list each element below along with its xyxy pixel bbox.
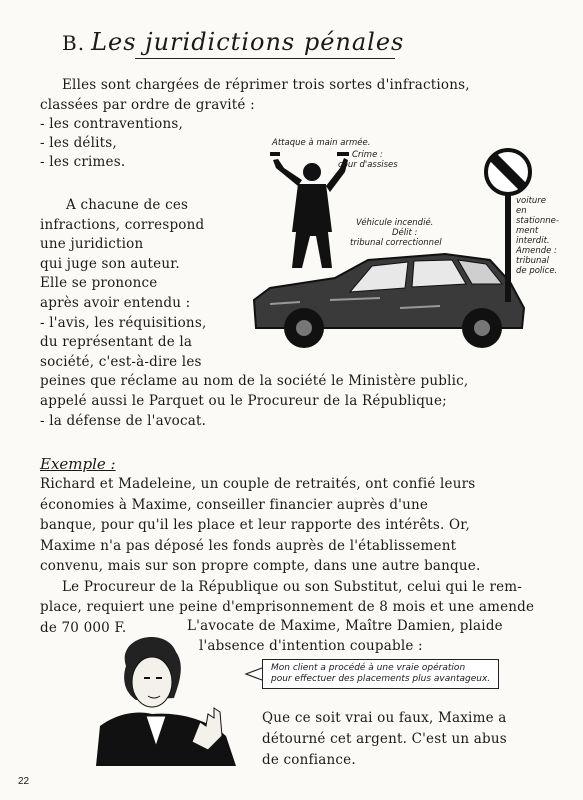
paragraph-line: infractions, correspond bbox=[40, 216, 205, 233]
label-delit-court: tribunal correctionnel bbox=[350, 238, 442, 248]
paragraph-line: Maxime n'a pas déposé les fonds auprès de l'établissement bbox=[40, 537, 457, 554]
label-crime: Crime : bbox=[352, 150, 383, 160]
label-delit: Délit : bbox=[392, 228, 418, 238]
list-item: - les contraventions, bbox=[40, 116, 183, 132]
paragraph-line: - la défense de l'avocat. bbox=[40, 412, 207, 429]
label-crime-court: cour d'assises bbox=[338, 160, 398, 170]
paragraph-line: du représentant de la bbox=[40, 334, 193, 351]
paragraph-line: après avoir entendu : bbox=[40, 294, 191, 311]
paragraph-line: détourné cet argent. C'est un abus bbox=[262, 731, 507, 747]
paragraph-line: convenu, mais sur son propre compte, dans une autre banque. bbox=[40, 558, 481, 574]
label-parking: voiture en stationne- ment interdit. Amende : tribunal de police. bbox=[516, 196, 559, 276]
paragraph-line: économies à Maxime, conseiller financier auprès d'une bbox=[40, 496, 429, 513]
paragraph-line: une juridiction bbox=[40, 236, 144, 253]
paragraph-line: Le Procureur de la République ou son Substitut, celui qui le rem- bbox=[62, 578, 523, 595]
section-letter: B. bbox=[62, 31, 86, 55]
paragraph-line: place, requiert une peine d'emprisonnement de 8 mois et une amende bbox=[40, 599, 535, 615]
paragraph-line: A chacune de ces bbox=[66, 197, 189, 213]
intro-line: classées par ordre de gravité : bbox=[40, 97, 255, 113]
section-title bbox=[62, 28, 404, 56]
speech-bubble bbox=[262, 659, 499, 689]
bubble-line: pour effectuer des placements plus avantageux. bbox=[271, 674, 491, 684]
paragraph-line: de 70 000 F. bbox=[40, 619, 127, 636]
paragraph-line: peines que réclame au nom de la société le Ministère public, bbox=[40, 373, 469, 390]
list-item: - les délits, bbox=[40, 135, 117, 151]
example-heading: Exemple : bbox=[40, 455, 116, 473]
paragraph-line: de confiance. bbox=[262, 752, 356, 768]
example-line-absence: l'absence d'intention coupable : bbox=[199, 638, 423, 654]
section-title-text: Les juridictions pénales bbox=[91, 28, 405, 56]
conclusion-paragraph bbox=[262, 708, 507, 771]
example-line-lawyer: L'avocate de Maxime, Maître Damien, plaide bbox=[187, 618, 503, 634]
bubble-line: Mon client a procédé à une vraie opération bbox=[271, 663, 466, 673]
page-number: 22 bbox=[18, 776, 30, 787]
intro-line: Elles sont chargées de réprimer trois sortes d'infractions, bbox=[62, 77, 470, 93]
burned-car bbox=[254, 254, 524, 348]
list-item: - les crimes. bbox=[40, 154, 126, 170]
paragraph-line: qui juge son auteur. bbox=[40, 255, 180, 272]
lawyer-portrait bbox=[96, 626, 251, 766]
bubble-tail bbox=[244, 666, 264, 682]
paragraph-line: appelé aussi le Parquet ou le Procureur de la République; bbox=[40, 392, 447, 409]
example-paragraph bbox=[40, 474, 534, 638]
paragraph-line: - l'avis, les réquisitions, bbox=[40, 314, 207, 331]
title-underline bbox=[135, 58, 395, 59]
intro-paragraph bbox=[62, 76, 470, 95]
intro-list bbox=[40, 96, 255, 172]
label-vehicle: Véhicule incendié. bbox=[356, 218, 434, 228]
label-attack: Attaque à main armée. bbox=[272, 138, 371, 148]
paragraph-line: Que ce soit vrai ou faux, Maxime a bbox=[262, 710, 507, 726]
paragraph-line: Elle se prononce bbox=[40, 275, 158, 292]
paragraph-line: banque, pour qu'il les place et leur rapporte des intérêts. Or, bbox=[40, 517, 470, 533]
paragraph-line: Richard et Madeleine, un couple de retraités, ont confié leurs bbox=[40, 476, 476, 492]
paragraph-line: société, c'est-à-dire les bbox=[40, 353, 202, 370]
